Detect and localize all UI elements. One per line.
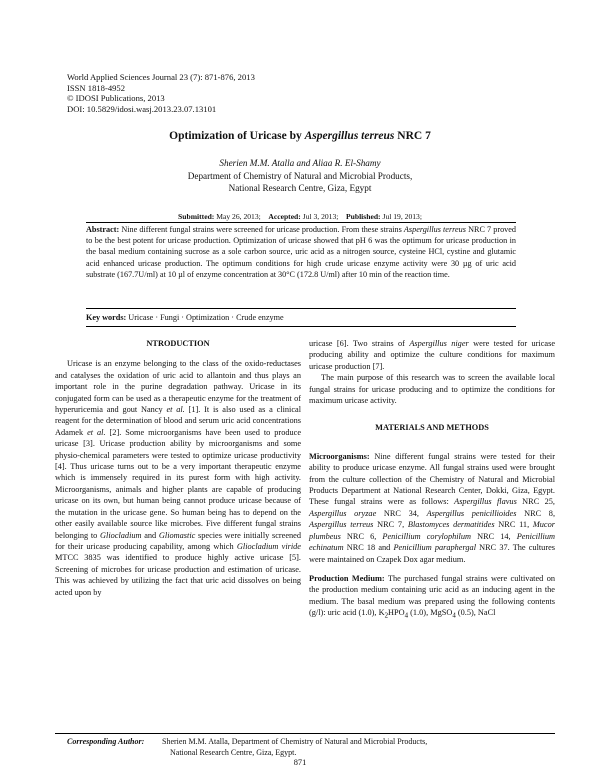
copyright: © IDOSI Publications, 2013 [67, 93, 165, 104]
corresponding-author: Corresponding Author: Sherien M.M. Atalla, Department of Chemistry of Natural and Microbial Products, National Research Centre, Giza, Egypt. [67, 737, 428, 757]
corresponding-author-label: Corresponding Author: [67, 737, 145, 746]
microorganisms-paragraph: Microorganisms: Nine different fungal strains were tested for their ability to produce uricase enzyme. All fungal strains used were brought from the culture collection of the Chemistry of Natural and Microbial Products Department at National Research Center, Dokki, Giza, Egypt. These fungal strains were as follows: Aspergillus flavus NRC 25, Aspergillus oryzae NRC 34, Aspergillus penicillioides NRC 8, Aspergillus terreus NRC 7, Blastomyces dermatitides NRC 11, Mucor plumbeus NRC 6, Penicillium corylophilum NRC 14, Penicillium echinatum NRC 18 and Penicillium paraphergal NRC 37. The cultures were maintained on Czapek Dox agar medium. [309, 451, 556, 564]
submission-dates: Submitted: May 26, 2013; Accepted: Jul 3, 2013; Published: Jul 19, 2013; [178, 212, 422, 221]
paper-title: Optimization of Uricase by Aspergillus terreus NRC 7 [169, 130, 431, 142]
purpose-paragraph: The main purpose of this research was to screen the available local fungal strains for uricase producing and to optimize the conditions for maximum uricase activity. [309, 373, 555, 406]
affiliation: Department of Chemistry of Natural and Microbial Products, National Research Centre, Giza, Egypt [187, 171, 413, 193]
issn: ISSN 1818-4952 [67, 82, 126, 93]
journal-citation: World Applied Sciences Journal 23 (7): 871-876, 2013 [67, 72, 255, 82]
keywords: Key words: Uricase · Fungi · Optimization · Crude enzyme [86, 313, 284, 322]
abstract: Abstract: Nine different fungal strains were screened for uricase production. From these strains Aspergillus terreus NRC 7 proved to be the best potent for uricase production. Optimization of uricase showed that pH 6 was the optimum for uricase production in the basal medium containing sucrose as a sole carbon source, uric acid as a nitrogen source, cysteine HCl, cystine and glutamic acid enhanced uricase production. The optimum conditions for high crude uricase enzyme activity were 30 µg of uric acid substrate (167.7U/ml) at 10 µl of enzyme concentration at 30°C (172.8 U/ml) after 10 min of the reaction time. [86, 225, 516, 279]
doi-link[interactable]: DOI: 10.5829/idosi.wasj.2013.23.07.13101 [67, 103, 217, 114]
footer-rule [55, 733, 555, 734]
abstract-top-rule [86, 222, 516, 223]
authors: Sherien M.M. Atalla and Aliaa R. El-Shamy [219, 158, 381, 168]
page-number: 871 [293, 758, 307, 767]
left-column [55, 338, 301, 598]
abstract-bottom-rule [86, 308, 516, 309]
intro-continuation: uricase [6]. Two strains of Aspergillus niger were tested for uricase producing ability and optimize the culture conditions for maximum uricase production [7]. [309, 339, 556, 371]
keywords-rule [86, 326, 516, 327]
methods-heading: MATERIALS AND METHODS [375, 423, 489, 433]
production-medium-paragraph: Production Medium: The purchased fungal strains were cultivated on the production medium containing uric acid as an inducing agent in the medium. The basal medium was prepared using the following contents (g/l): uric acid (1.0), $K_2HPO_4$ (1.0), MgSO$_4$ (0.5), NaCl [309, 573, 555, 620]
right-column [309, 338, 555, 622]
intro-paragraph: Uricase is an enzyme belonging to the class of the oxido-reductases and catalyses the oxidation of uric acid to allantoin and thus plays an important role in the purine degradation pathway. Uricase in its conjugated form can be used as a therapeutic enzyme for the treatment of hyperuricemia and gout Nancy et al. [1]. It is also used as a clinical reagent for the determination of blood and serum uric acid concentrations Adamek et al. [2]. Some microorganisms have been used to produce uricase [3]. Uricase production ability by microorganisms and some physio-chemical parameters were tested to optimize uricase productivity [4]. Thus uricase turns out to be a very important therapeutic enzyme which is immensely required in its purest form with high activity. Microorganisms, animals and higher plants are capable of producing uricase on its own, but human being cannot produce uricase because of the mutation in the uricase gene. So human being has to depend on the other easily available source like microbes. Five different fungal strains belonging to Gliocladium and Gliomastic species were initially screened for their uricase producing capability, among which Gliocladium viride MTCC 3835 was identified to produce highly active uricase [5]. Screening of microbes for uricase production and estimation of uricase. This was achieved by utilizing the fact that uric acid dissolves on being acted upon by [55, 359, 301, 597]
introduction-heading: NTRODUCTION [146, 339, 210, 348]
journal-header [67, 72, 255, 114]
